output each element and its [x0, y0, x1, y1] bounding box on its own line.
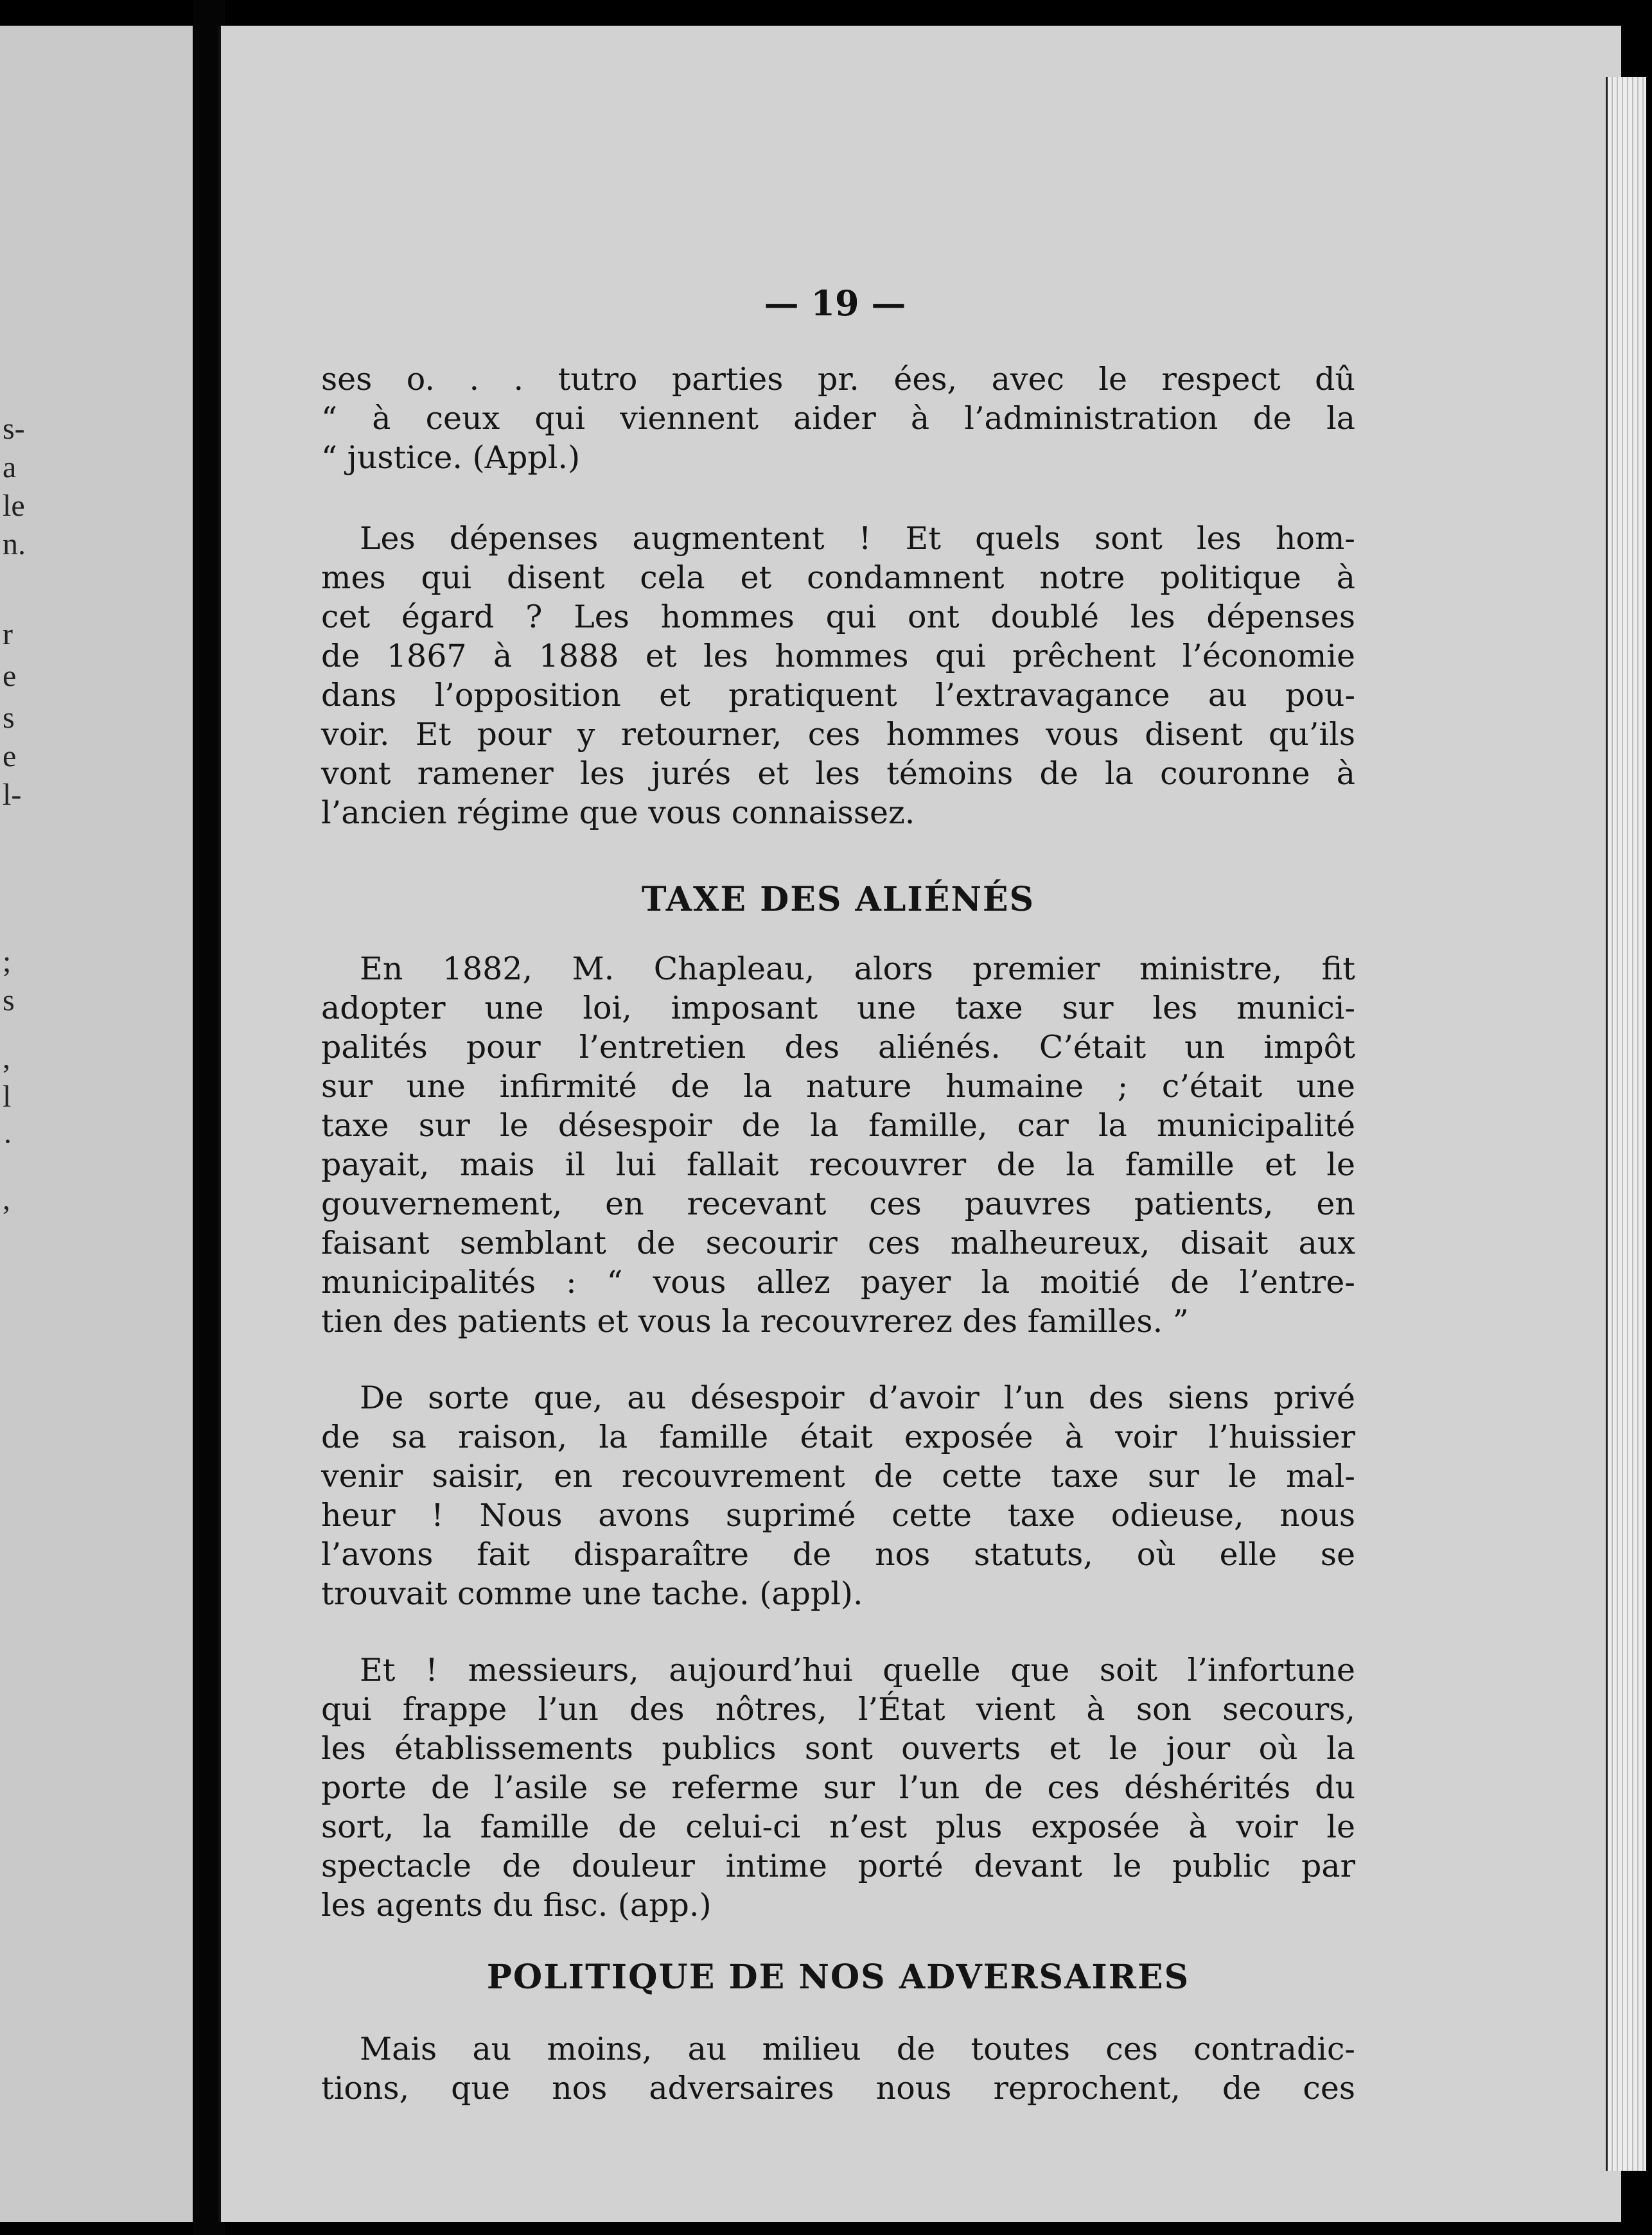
left-page-fragment: r	[3, 617, 13, 651]
left-page-fragment: ·	[3, 1125, 13, 1159]
paragraph-chapleau	[321, 949, 1355, 1341]
text-line: venir saisir, en recouvrement de cette taxe sur le mal-	[321, 1458, 1355, 1494]
text-line: l’ancien régime que vous connaissez.	[321, 794, 915, 831]
left-page-fragment: ,	[3, 1041, 10, 1075]
text-line: Mais au moins, au milieu de toutes ces contradic-	[360, 2031, 1355, 2067]
text-line: vont ramener les jurés et les témoins de la couronne à	[321, 755, 1355, 792]
text-line: De sorte que, au désespoir d’avoir l’un des siens privé	[360, 1380, 1355, 1416]
text-line: payait, mais il lui fallait recouvrer de la famille et le	[321, 1146, 1355, 1183]
text-line: Et ! messieurs, aujourd’hui quelle que soit l’infortune	[360, 1652, 1355, 1688]
text-line: tien des patients et vous la recouvrerez des familles. ”	[321, 1303, 1189, 1340]
text-line: “ à ceux qui viennent aider à l’administration de la	[321, 400, 1355, 437]
text-line: de 1867 à 1888 et les hommes qui prêchent l’économie	[321, 638, 1355, 674]
section-heading-politique: POLITIQUE DE NOS ADVERSAIRES	[486, 1958, 1190, 1997]
paragraph-depenses	[321, 519, 1355, 832]
paragraph-desespoir	[321, 1378, 1355, 1613]
text-line: taxe sur le désespoir de la famille, car la municipalité	[321, 1107, 1355, 1144]
text-line: porte de l’asile se referme sur l’un de ces déshérités du	[321, 1769, 1355, 1806]
text-line: les agents du fisc. (app.)	[321, 1887, 712, 1924]
left-page-fragment: e	[3, 659, 17, 693]
left-page-fragment: l-	[3, 778, 22, 812]
text-line: heur ! Nous avons suprimé cette taxe odieuse, nous	[321, 1497, 1355, 1534]
text-line: municipalités : “ vous allez payer la moitié de l’entre-	[321, 1264, 1355, 1301]
left-page-fragment: le	[3, 489, 25, 523]
text-line: trouvait comme une tache. (appl).	[321, 1575, 863, 1612]
paragraph-messieurs	[321, 1651, 1355, 1925]
page-edges	[1606, 77, 1646, 2171]
text-line: Les dépenses augmentent ! Et quels sont les hom-	[360, 520, 1355, 557]
left-page-fragment: n.	[3, 527, 26, 561]
text-line: mes qui disent cela et condamnent notre politique à	[321, 559, 1355, 596]
left-page-fragment: ;	[3, 945, 12, 979]
section-heading-taxe: TAXE DES ALIÉNÉS	[641, 880, 1035, 919]
text-line: faisant semblant de secourir ces malheureux, disait aux	[321, 1225, 1355, 1261]
text-line: voir. Et pour y retourner, ces hommes vous disent qu’ils	[321, 716, 1355, 753]
text-line: ses o. . . tutro parties pr. ées, avec le respect dû	[321, 361, 1355, 398]
left-page-fragment: s	[3, 983, 15, 1017]
left-page	[0, 26, 193, 2222]
text-line: l’avons fait disparaître de nos statuts, où elle se	[321, 1536, 1355, 1573]
text-line: de sa raison, la famille était exposée à voir l’huissier	[321, 1419, 1355, 1455]
text-line: sur une infirmité de la nature humaine ; c’était une	[321, 1068, 1355, 1105]
left-page-fragment: e	[3, 739, 17, 773]
left-page-fragment: ,	[3, 1182, 10, 1216]
text-line: tions, que nos adversaires nous reprochent, de ces	[321, 2070, 1355, 2107]
text-line: dans l’opposition et pratiquent l’extravagance au pou-	[321, 677, 1355, 714]
left-page-fragment: l	[3, 1080, 12, 1114]
text-line: cet égard ? Les hommes qui ont doublé les dépenses	[321, 599, 1355, 635]
text-line: gouvernement, en recevant ces pauvres patients, en	[321, 1186, 1355, 1222]
paragraph-mais	[321, 2029, 1355, 2108]
text-line: adopter une loi, imposant une taxe sur les munici-	[321, 990, 1355, 1026]
paragraph-quote-end	[321, 360, 1355, 477]
text-line: En 1882, M. Chapleau, alors premier ministre, fit	[360, 951, 1355, 987]
left-page-fragment: s	[3, 701, 15, 735]
text-line: palités pour l’entretien des aliénés. C’était un impôt	[321, 1029, 1355, 1065]
page-number: — 19 —	[764, 283, 906, 324]
text-line: “ justice. (Appl.)	[321, 439, 581, 476]
text-line: sort, la famille de celui-ci n’est plus exposée à voir le	[321, 1809, 1355, 1845]
left-page-fragment: a	[3, 450, 17, 484]
text-line: qui frappe l’un des nôtres, l’État vient à son secours,	[321, 1691, 1355, 1728]
left-page-fragment: s-	[3, 412, 25, 446]
text-line: les établissements publics sont ouverts et le jour où la	[321, 1730, 1355, 1767]
text-line: spectacle de douleur intime porté devant le public par	[321, 1848, 1355, 1884]
